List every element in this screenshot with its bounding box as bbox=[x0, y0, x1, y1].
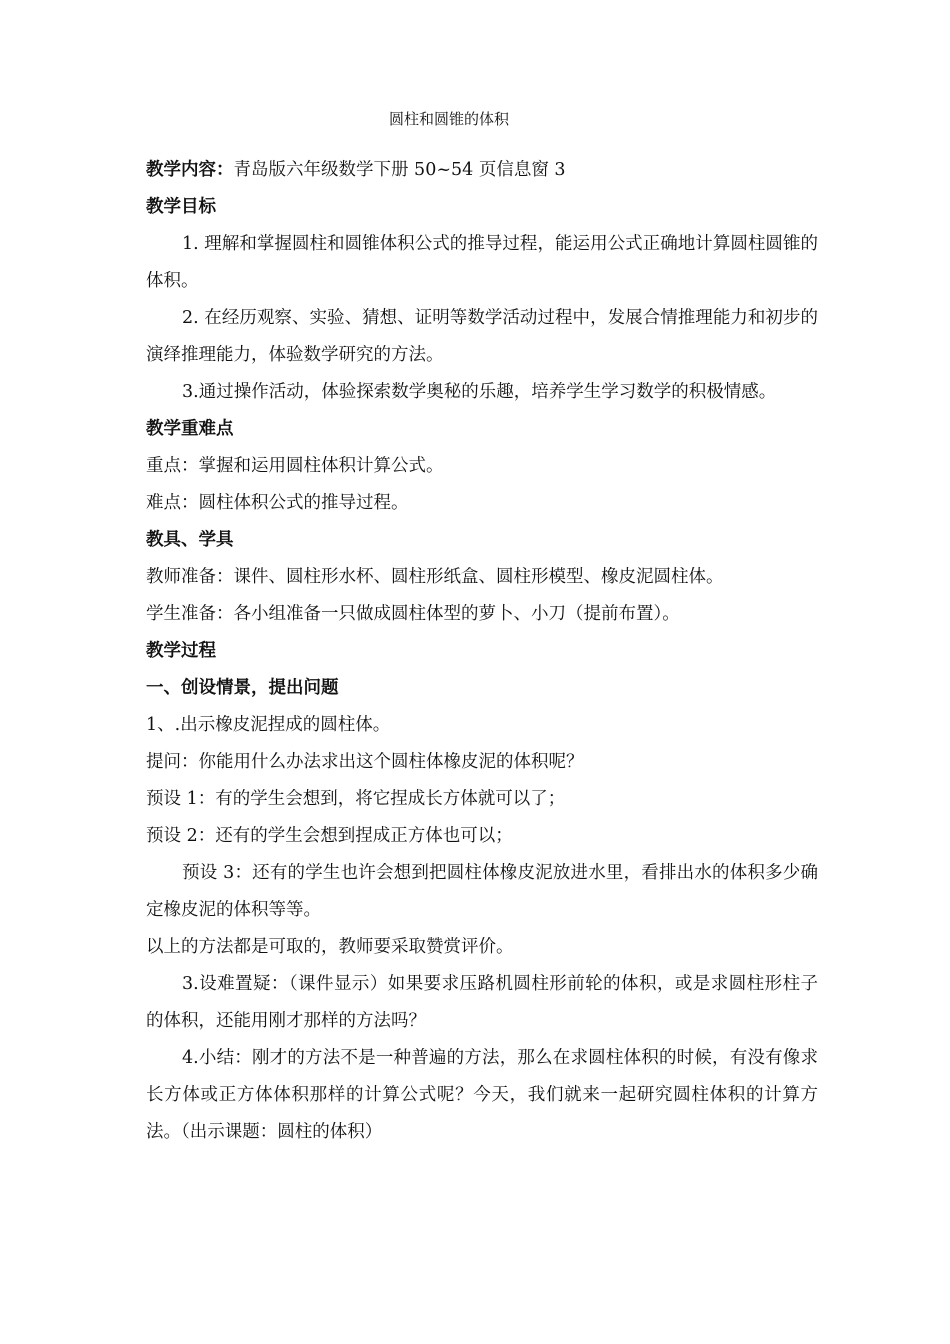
question: 提问：你能用什么办法求出这个圆柱体橡皮泥的体积呢？ bbox=[146, 752, 584, 772]
key-difficult-heading: 教学重难点 bbox=[146, 419, 234, 439]
preset-3: 预设 3：还有的学生也许会想到把圆柱体橡皮泥放进水里，看排出水的体积多少确定橡皮泥的体积等等。 bbox=[146, 863, 818, 920]
preset-1: 预设 1：有的学生会想到，将它捏成长方体就可以了； bbox=[146, 789, 566, 809]
teaching-content-label: 教学内容： bbox=[146, 160, 234, 180]
step-1: 1、.出示橡皮泥捏成的圆柱体。 bbox=[146, 715, 391, 735]
difficult-point: 难点：圆柱体积公式的推导过程。 bbox=[146, 493, 409, 513]
document-title: 圆柱和圆锥的体积 bbox=[388, 110, 509, 128]
tools-heading: 教具、学具 bbox=[146, 530, 234, 550]
document-body bbox=[146, 152, 818, 1151]
teaching-content-line bbox=[146, 152, 818, 189]
student-prep: 学生准备：各小组准备一只做成圆柱体型的萝卜、小刀（提前布置）。 bbox=[146, 604, 680, 624]
praise: 以上的方法都是可取的，教师要采取赞赏评价。 bbox=[146, 937, 514, 957]
goal-3: 3.通过操作活动，体验探索数学奥秘的乐趣，培养学生学习数学的积极情感。 bbox=[182, 382, 777, 402]
teaching-content-text: 青岛版六年级数学下册 50~54 页信息窗 3 bbox=[233, 160, 566, 180]
goal-2: 2. 在经历观察、实验、猜想、证明等数学活动过程中，发展合情推理能力和初步的演绎推理能力，体验数学研究的方法。 bbox=[146, 308, 818, 365]
goal-1: 1. 理解和掌握圆柱和圆锥体积公式的推导过程，能运用公式正确地计算圆柱圆锥的体积。 bbox=[146, 234, 818, 291]
goals-heading: 教学目标 bbox=[146, 197, 216, 217]
section-1-heading: 一、创设情景，提出问题 bbox=[146, 678, 339, 698]
key-point: 重点：掌握和运用圆柱体积计算公式。 bbox=[146, 456, 444, 476]
step-3: 3.设难置疑：（课件显示）如果要求压路机圆柱形前轮的体积，或是求圆柱形柱子的体积，还能用刚才那样的方法吗？ bbox=[146, 974, 818, 1031]
step-4: 4.小结：刚才的方法不是一种普遍的方法，那么在求圆柱体积的时候，有没有像求长方体或正方体体积那样的计算公式呢？今天，我们就来一起研究圆柱体积的计算方法。（出示课题：圆柱的体积） bbox=[146, 1048, 818, 1142]
preset-2: 预设 2：还有的学生会想到捏成正方体也可以； bbox=[146, 826, 513, 846]
teacher-prep: 教师准备：课件、圆柱形水杯、圆柱形纸盒、圆柱形模型、橡皮泥圆柱体。 bbox=[146, 567, 724, 587]
process-heading: 教学过程 bbox=[146, 641, 216, 661]
